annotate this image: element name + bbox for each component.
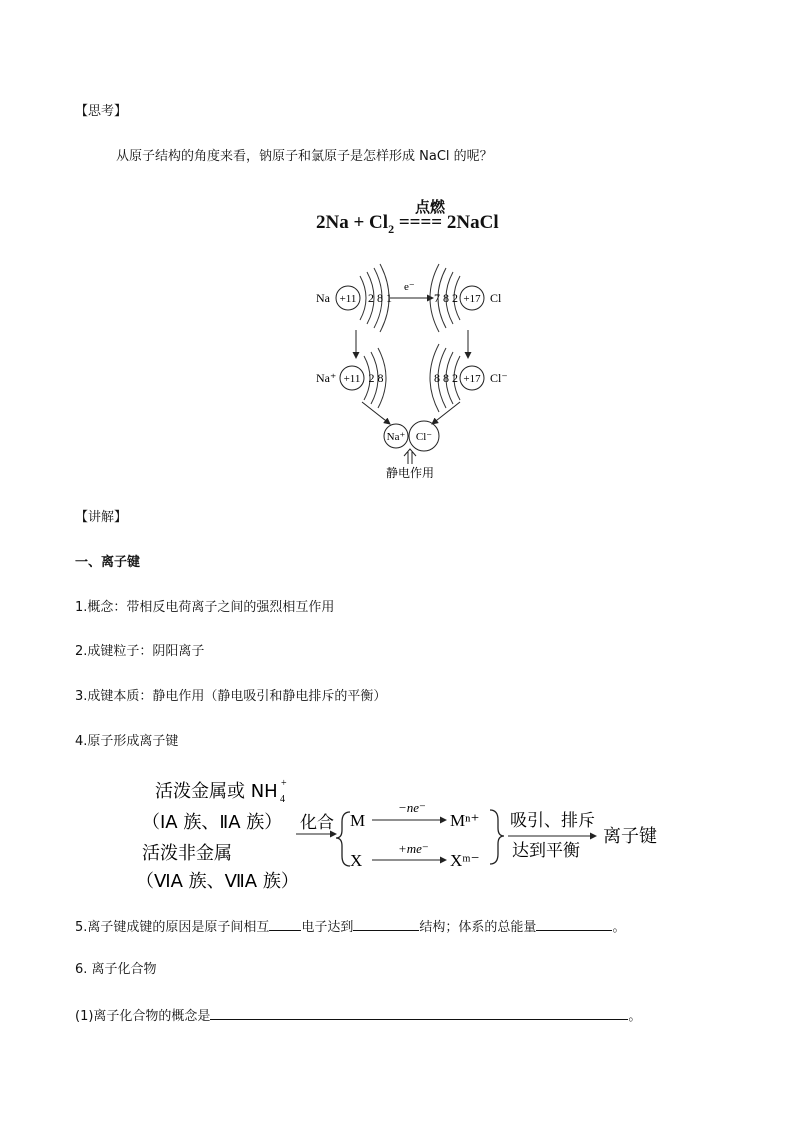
- item-bond-reason: [75, 917, 625, 936]
- active-nonmetal-label: 活泼非金属: [142, 843, 232, 864]
- lose-electrons-label: −ne⁻: [398, 800, 426, 815]
- balance-label: 达到平衡: [512, 841, 580, 861]
- pair-cl-label: Cl⁻: [415, 431, 433, 443]
- think-question: 从原子结构的角度来看，钠原子和氯原子是怎样形成 NaCl 的呢？: [116, 149, 493, 164]
- na-shell-electrons: 2 8 1: [368, 291, 392, 305]
- equation-right: 2NaCl: [446, 212, 499, 233]
- gain-electrons-label: +me⁻: [398, 841, 429, 856]
- na-ion-label: Na⁺: [316, 371, 337, 385]
- equation-left: 2Na + Cl: [316, 212, 389, 233]
- metal-cation-label: Mⁿ⁺: [450, 811, 480, 830]
- equation-arrow: ====: [398, 212, 443, 233]
- nh4-superscript: +: [281, 778, 287, 789]
- item5-part-d: 。: [612, 920, 626, 935]
- nh4-subscript: 4: [280, 794, 285, 805]
- item-formation: 4.原子形成离子键: [75, 734, 179, 749]
- item-concept: 1.概念：带相反电荷离子之间的强烈相互作用: [75, 600, 335, 615]
- section-title-ionic-bond: 一、离子键: [75, 555, 141, 570]
- cl-nucleus-charge: +17: [463, 293, 481, 305]
- item5-part-a: 5.离子键成键的原因是原子间相互: [75, 920, 270, 935]
- electron-label: e⁻: [404, 281, 415, 293]
- electrostatic-label: 静电作用: [385, 466, 435, 480]
- blank-total-energy[interactable]: [536, 917, 612, 931]
- pair-na-label: Na⁺: [386, 431, 406, 443]
- item-ionic-compound: 6. 离子化合物: [75, 962, 157, 977]
- cl-ion-label: Cl⁻: [490, 371, 508, 385]
- active-metal-label: 活泼金属或 NH: [155, 781, 278, 802]
- item-particles: 2.成键粒子：阴阳离子: [75, 644, 205, 659]
- item6-sub1: (1)离子化合物的概念是: [75, 1009, 211, 1024]
- item5-part-c: 结构；体系的总能量: [419, 920, 537, 935]
- reaction-condition: 点燃: [415, 198, 446, 216]
- nonmetal-groups-label: （ⅥA 族、ⅦA 族）: [136, 871, 299, 892]
- blank-electron-transfer[interactable]: [269, 917, 301, 931]
- cl-ion-nucleus-charge: +17: [463, 373, 481, 385]
- na-nucleus-charge: +11: [339, 293, 357, 305]
- ionic-bond-label: 离子键: [603, 826, 657, 847]
- nonmetal-anion-label: Xᵐ⁻: [450, 851, 480, 870]
- nonmetal-x-label: X: [350, 851, 363, 870]
- think-heading: 【思考】: [75, 104, 128, 119]
- metal-m-label: M: [350, 811, 366, 830]
- equation-subscript: 2: [388, 221, 395, 236]
- attract-repel-label: 吸引、排斥: [510, 811, 595, 831]
- na-ion-nucleus-charge: +11: [343, 373, 361, 385]
- right-brace: [490, 810, 504, 864]
- explain-heading: 【讲解】: [75, 510, 128, 525]
- cl-atom-label: Cl: [490, 291, 502, 305]
- combine-label: 化合: [300, 813, 334, 833]
- item5-part-b: 电子达到: [301, 920, 354, 935]
- item-essence: 3.成键本质：静电作用（静电吸引和静电排斥的平衡）: [75, 689, 387, 704]
- na-atom-label: Na: [316, 291, 330, 305]
- cl-ion-shell-electrons: 8 8 2: [434, 371, 458, 385]
- cl-shell-electrons: 7 8 2: [434, 291, 458, 305]
- item6-end: 。: [628, 1009, 642, 1024]
- blank-stable-structure[interactable]: [353, 917, 419, 931]
- left-brace: [336, 812, 350, 866]
- metal-groups-label: （ⅠA 族、ⅡA 族）: [142, 812, 283, 833]
- item-ionic-compound-concept: [75, 1006, 641, 1025]
- na-ion-shell-electrons: 2 8: [368, 371, 384, 385]
- blank-compound-concept[interactable]: [210, 1006, 628, 1020]
